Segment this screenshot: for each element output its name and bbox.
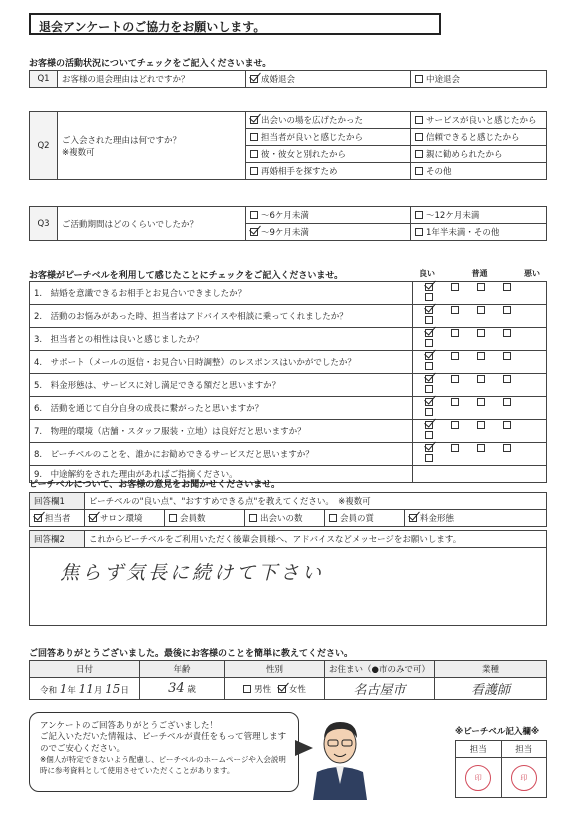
checkbox-icon[interactable] — [503, 398, 511, 406]
answer1-option-6[interactable]: 料金形態 — [405, 510, 547, 527]
q2-number: Q2 — [30, 112, 58, 180]
checkbox-icon[interactable] — [451, 421, 459, 429]
checkbox-icon[interactable] — [451, 398, 459, 406]
message-line-3: ※個人が特定できないよう配慮し、ピーチベルのホームページや入会説明時に参考資料として使用させていただくことがあります。 — [40, 755, 286, 775]
staff-illustration-icon — [305, 714, 375, 800]
checkbox-icon[interactable] — [451, 283, 459, 291]
staff-col-2: 担当 — [501, 741, 547, 758]
answer1-option-1[interactable]: 担当者 — [30, 510, 85, 527]
checkbox-icon[interactable] — [503, 306, 511, 314]
checkbox-icon[interactable] — [451, 375, 459, 383]
checkbox-icon[interactable] — [503, 421, 511, 429]
staff-stamp-cell-2 — [501, 758, 547, 798]
activity-section-heading: お客様の活動状況についてチェックをご記入くださいませ。 — [29, 59, 272, 69]
checkbox-icon[interactable] — [249, 514, 257, 522]
staff-table — [455, 740, 547, 798]
rating-row — [30, 351, 547, 374]
checkbox-icon[interactable] — [503, 283, 511, 291]
checkbox-icon[interactable] — [425, 362, 433, 370]
profile-header-residence: お住まい（●市のみで可） — [325, 661, 435, 678]
checkbox-icon[interactable] — [425, 316, 433, 324]
answer1-option-2[interactable]: サロン環境 — [85, 510, 165, 527]
q3-option-4[interactable]: 1年半未満・その他 — [411, 224, 547, 241]
checkbox-icon[interactable] — [503, 329, 511, 337]
q1-table — [29, 70, 547, 88]
page-title: 退会アンケートのご協力をお願いします。 — [29, 13, 441, 35]
message-line-2: ご記入いただいた情報は、ピーチベルが責任をもって管理しますのでご安心ください。 — [40, 732, 287, 754]
rating-row — [30, 420, 547, 443]
q3-table — [29, 206, 547, 241]
profile-section-heading: ご回答ありがとうございました。最後にお客様のことを簡単に教えてください。 — [29, 649, 354, 659]
checkbox-icon[interactable] — [477, 421, 485, 429]
q3-option-1[interactable]: ～6ケ月未満 — [246, 207, 411, 224]
rating-row — [30, 374, 547, 397]
checkbox-icon[interactable] — [503, 352, 511, 360]
profile-age[interactable]: 34 歳 — [140, 678, 225, 700]
q2-question: ご入会された理由は何ですか？ ※複数可 — [58, 112, 246, 180]
rating-question: 7. 物理的環境（店舗・スタッフ服装・立地）は良好だと思いますか？ — [30, 420, 413, 443]
checkbox-icon[interactable] — [451, 306, 459, 314]
checkbox-icon[interactable] — [425, 431, 433, 439]
rating-question: 6. 活動を通じて自分自身の成長に繋がったと思いますか？ — [30, 397, 413, 420]
q2-option-1[interactable]: 出会いの場を広げたかった — [246, 112, 411, 129]
answer2-table — [29, 530, 547, 626]
q2-option-3[interactable]: 担当者が良いと感じたから — [246, 129, 411, 146]
checkbox-icon[interactable] — [425, 339, 433, 347]
checkbox-icon[interactable] — [477, 375, 485, 383]
answer1-option-4[interactable]: 出会いの数 — [245, 510, 325, 527]
rating-bad-label: 悪い — [524, 269, 540, 278]
checkbox-icon[interactable] — [503, 375, 511, 383]
q3-question: ご活動期間はどのくらいでしたか？ — [58, 207, 246, 241]
rating-question: 2. 活動のお悩みがあった時、担当者はアドバイスや相談に乗ってくれましたか？ — [30, 305, 413, 328]
rating-question: 4. サポート（メールの返信・お見合い日時調整）のレスポンスはいかがでしたか？ — [30, 351, 413, 374]
checkbox-icon[interactable] — [477, 329, 485, 337]
checkbox-icon[interactable] — [415, 228, 423, 236]
message-line-1: アンケートのご回答ありがとうございました！ — [40, 721, 218, 731]
q3-number: Q3 — [30, 207, 58, 241]
checkbox-icon[interactable] — [250, 228, 258, 236]
checkbox-icon[interactable] — [425, 329, 433, 337]
checkbox-icon[interactable] — [329, 514, 337, 522]
profile-header-gender: 性別 — [225, 661, 325, 678]
checkbox-icon[interactable] — [503, 444, 511, 452]
checkbox-icon[interactable] — [451, 444, 459, 452]
answer1-option-5[interactable]: 会員の質 — [325, 510, 405, 527]
checkbox-icon[interactable] — [451, 352, 459, 360]
rating-section-heading: お客様がピーチベルを利用して感じたことにチェックをご記入くださいませ。 — [29, 271, 344, 281]
checkbox-icon[interactable] — [425, 408, 433, 416]
checkbox-icon[interactable] — [425, 306, 433, 314]
rating-checkboxes — [413, 443, 547, 466]
q2-option-4[interactable]: 信頼できると感じたから — [411, 129, 547, 146]
answer1-prompt: ピーチベルの"良い点"、"おすすめできる点"を教えてください。 ※複数可 — [85, 493, 547, 510]
q2-table — [29, 111, 547, 180]
checkbox-icon[interactable] — [425, 293, 433, 301]
profile-gender[interactable]: 男性 女性 — [225, 678, 325, 700]
rating-row — [30, 282, 547, 305]
rating-row — [30, 443, 547, 466]
checkbox-icon[interactable] — [477, 444, 485, 452]
q1-option-2[interactable]: 中途退会 — [411, 71, 547, 88]
checkbox-icon[interactable] — [415, 167, 423, 175]
rating-good-label: 良い — [419, 269, 435, 278]
checkbox-icon[interactable] — [477, 306, 485, 314]
rating-table — [29, 281, 547, 483]
profile-header-age: 年齢 — [140, 661, 225, 678]
stamp-seal-icon: 印 — [465, 765, 491, 791]
profile-residence[interactable]: 名古屋市 — [325, 678, 435, 700]
checkbox-icon[interactable] — [477, 398, 485, 406]
checkbox-icon[interactable] — [278, 685, 286, 693]
profile-occupation[interactable]: 看護師 — [435, 678, 547, 700]
message-bubble — [29, 712, 299, 792]
q1-question: お客様の退会理由はどれですか？ — [58, 71, 246, 88]
q3-option-3[interactable]: ～9ケ月未満 — [246, 224, 411, 241]
q3-option-2[interactable]: ～12ケ月未満 — [411, 207, 547, 224]
answer1-table — [29, 492, 547, 527]
checkbox-icon[interactable] — [250, 133, 258, 141]
checkbox-icon[interactable] — [425, 385, 433, 393]
checkbox-icon[interactable] — [250, 211, 258, 219]
checkbox-icon[interactable] — [415, 133, 423, 141]
checkbox-icon[interactable] — [477, 352, 485, 360]
rating-row — [30, 305, 547, 328]
checkbox-icon[interactable] — [415, 150, 423, 158]
stamp-seal-icon: 印 — [511, 765, 537, 791]
q2-option-6[interactable]: 親に勧められたから — [411, 146, 547, 163]
q2-option-8[interactable]: その他 — [411, 163, 547, 180]
q2-option-5[interactable]: 彼・彼女と別れたから — [246, 146, 411, 163]
answer2-label: 回答欄2 — [30, 531, 85, 548]
profile-date[interactable]: 令和 1年 11月 15日 — [30, 678, 140, 700]
opinion-section-heading: ピーチベルについて、お客様の意見をお聞かせくださいませ。 — [29, 480, 281, 490]
checkbox-icon[interactable] — [89, 514, 97, 522]
checkbox-icon[interactable] — [415, 75, 423, 83]
rating-question: 1. 結婚を意識できるお相手とお見合いできましたか？ — [30, 282, 413, 305]
rating-row — [30, 397, 547, 420]
staff-col-1: 担当 — [456, 741, 502, 758]
answer1-label: 回答欄1 — [30, 493, 85, 510]
checkbox-icon[interactable] — [425, 398, 433, 406]
checkbox-icon[interactable] — [250, 167, 258, 175]
checkbox-icon[interactable] — [243, 685, 251, 693]
answer2-response[interactable] — [30, 548, 547, 626]
checkbox-icon[interactable] — [425, 283, 433, 291]
rating-normal-label: 普通 — [471, 269, 488, 278]
checkbox-icon[interactable] — [451, 329, 459, 337]
q2-option-7[interactable]: 再婚相手を探すため — [246, 163, 411, 180]
checkbox-icon[interactable] — [250, 116, 258, 124]
checkbox-icon[interactable] — [250, 75, 258, 83]
answer2-handwritten-text: 焦らず気長に続けて下さい — [60, 562, 325, 584]
rating-question: 8. ピーチベルのことを、誰かにお勧めできるサービスだと思いますか？ — [30, 443, 413, 466]
answer2-prompt: これからピーチベルをご利用いただく後輩会員様へ、アドバイスなどメッセージをお願いします。 — [85, 531, 547, 548]
checkbox-icon[interactable] — [415, 116, 423, 124]
rating-checkboxes — [413, 466, 547, 483]
checkbox-icon[interactable] — [409, 514, 417, 522]
staff-stamp-cell-1 — [456, 758, 502, 798]
rating-question: 3. 担当者との相性は良いと感じましたか？ — [30, 328, 413, 351]
checkbox-icon[interactable] — [415, 211, 423, 219]
checkbox-icon[interactable] — [425, 444, 433, 452]
checkbox-icon[interactable] — [34, 514, 42, 522]
checkbox-icon[interactable] — [425, 352, 433, 360]
checkbox-icon[interactable] — [425, 421, 433, 429]
profile-header-occupation: 業種 — [435, 661, 547, 678]
checkbox-icon[interactable] — [250, 150, 258, 158]
q2-option-2[interactable]: サービスが良いと感じたから — [411, 112, 547, 129]
checkbox-icon[interactable] — [477, 283, 485, 291]
staff-box-title: ※ピーチベル記入欄※ — [455, 727, 540, 737]
q1-number: Q1 — [30, 71, 58, 88]
answer1-option-3[interactable]: 会員数 — [165, 510, 245, 527]
checkbox-icon[interactable] — [425, 454, 433, 462]
q1-option-1[interactable]: 成婚退会 — [246, 71, 411, 88]
rating-question: 9. 中途解約をされた理由があればご指摘ください。 — [30, 466, 413, 483]
profile-table — [29, 660, 547, 700]
rating-question: 5. 料金形態は、サービスに対し満足できる額だと思いますか？ — [30, 374, 413, 397]
checkbox-icon[interactable] — [425, 375, 433, 383]
checkbox-icon[interactable] — [169, 514, 177, 522]
rating-row — [30, 328, 547, 351]
profile-header-date: 日付 — [30, 661, 140, 678]
